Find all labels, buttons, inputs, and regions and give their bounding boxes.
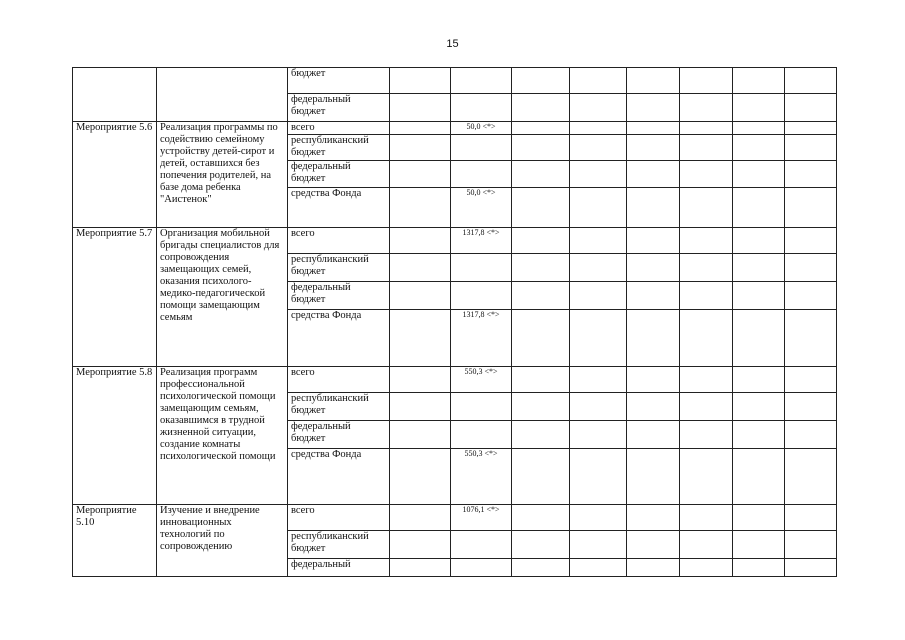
table-cell [785, 94, 837, 122]
table-cell [390, 367, 451, 393]
funding-source-cell: федеральный бюджет [288, 282, 390, 310]
table-cell [390, 228, 451, 254]
measure-desc-cell: Организация мобильной бригады специалистов для сопровождения замещающих семей, оказания психолого-медико-педагогической помощи замещающим семьям [157, 228, 288, 367]
funding-source-cell: средства Фонда [288, 310, 390, 367]
table-row [73, 367, 837, 393]
table-cell [627, 135, 680, 161]
table-row [73, 122, 837, 135]
table-row [73, 68, 837, 94]
table-cell [785, 282, 837, 310]
table-cell [733, 449, 785, 505]
table-cell [570, 161, 627, 188]
table-cell [627, 310, 680, 367]
value-cell [451, 393, 512, 421]
table-cell [680, 135, 733, 161]
table-cell [733, 559, 785, 577]
table-cell [627, 531, 680, 559]
table-cell [680, 161, 733, 188]
measure-desc-cell [157, 68, 288, 122]
table-cell [785, 367, 837, 393]
funding-source-cell: республиканский бюджет [288, 135, 390, 161]
funding-source-cell: федеральный бюджет [288, 94, 390, 122]
table-cell [390, 559, 451, 577]
table-cell [570, 559, 627, 577]
value-cell: 550,3 <*> [451, 367, 512, 393]
table-cell [733, 188, 785, 228]
table-cell [390, 531, 451, 559]
table-cell [785, 505, 837, 531]
table-cell [570, 505, 627, 531]
table-cell [627, 449, 680, 505]
funding-source-cell: республиканский бюджет [288, 531, 390, 559]
funding-source-cell: всего [288, 505, 390, 531]
value-cell: 550,3 <*> [451, 449, 512, 505]
table-cell [785, 68, 837, 94]
table-cell [733, 68, 785, 94]
funding-source-cell: федеральный [288, 559, 390, 577]
table-cell [733, 310, 785, 367]
table-cell [570, 135, 627, 161]
table-cell [627, 228, 680, 254]
funding-source-cell: бюджет [288, 68, 390, 94]
table-cell [733, 531, 785, 559]
table-cell [390, 68, 451, 94]
table-cell [680, 531, 733, 559]
table-cell [627, 421, 680, 449]
table-cell [390, 282, 451, 310]
table-cell [512, 228, 570, 254]
table-cell [570, 122, 627, 135]
table-cell [680, 254, 733, 282]
table-cell [680, 559, 733, 577]
measure-id-cell [73, 68, 157, 122]
table-cell [512, 282, 570, 310]
table-cell [680, 228, 733, 254]
funding-source-cell: федеральный бюджет [288, 161, 390, 188]
table-cell [627, 559, 680, 577]
value-cell [451, 254, 512, 282]
funding-source-cell: всего [288, 122, 390, 135]
table-cell [785, 421, 837, 449]
table-cell [390, 505, 451, 531]
table-cell [512, 367, 570, 393]
measure-id-cell: Мероприятие 5.7 [73, 228, 157, 367]
table-cell [733, 421, 785, 449]
funding-source-cell: федеральный бюджет [288, 421, 390, 449]
table-cell [733, 94, 785, 122]
budget-table [72, 67, 837, 577]
table-cell [512, 559, 570, 577]
table-cell [570, 367, 627, 393]
table-row [73, 505, 837, 531]
table-cell [627, 68, 680, 94]
page-number: 15 [446, 38, 459, 50]
table-cell [390, 161, 451, 188]
table-cell [785, 393, 837, 421]
measure-id-cell: Мероприятие 5.8 [73, 367, 157, 505]
value-cell [451, 282, 512, 310]
table-cell [680, 505, 733, 531]
table-cell [512, 531, 570, 559]
table-cell [512, 135, 570, 161]
table-cell [390, 393, 451, 421]
table-cell [733, 367, 785, 393]
measure-desc-cell: Изучение и внедрение инновационных технологий по сопровождению [157, 505, 288, 577]
table-cell [785, 122, 837, 135]
value-cell: 1317,8 <*> [451, 228, 512, 254]
table-row [73, 228, 837, 254]
table-cell [785, 188, 837, 228]
funding-source-cell: республиканский бюджет [288, 393, 390, 421]
table-cell [680, 421, 733, 449]
table-cell [733, 505, 785, 531]
table-cell [570, 393, 627, 421]
table-cell [627, 393, 680, 421]
table-cell [512, 94, 570, 122]
table-cell [785, 310, 837, 367]
measure-id-cell: Мероприятие 5.6 [73, 122, 157, 228]
table-cell [627, 94, 680, 122]
table-cell [680, 122, 733, 135]
table-cell [733, 161, 785, 188]
funding-source-cell: средства Фонда [288, 449, 390, 505]
value-cell [451, 559, 512, 577]
table-cell [785, 531, 837, 559]
measure-desc-cell: Реализация программ профессиональной психологической помощи замещающим семьям, оказавшимся в трудной жизненной ситуации, создание комнаты психологической помощи [157, 367, 288, 505]
funding-source-cell: всего [288, 367, 390, 393]
table-cell [680, 188, 733, 228]
table-cell [570, 188, 627, 228]
table-cell [512, 393, 570, 421]
table-cell [785, 135, 837, 161]
table-cell [733, 135, 785, 161]
value-cell [451, 421, 512, 449]
table-cell [570, 531, 627, 559]
table-cell [627, 161, 680, 188]
table-cell [733, 122, 785, 135]
value-cell [451, 135, 512, 161]
table-cell [680, 94, 733, 122]
measure-desc-cell: Реализация программы по содействию семейному устройству детей-сирот и детей, оставшихся без попечения родителей, на базе дома ребенка "Аистенок" [157, 122, 288, 228]
table-cell [570, 449, 627, 505]
table-cell [390, 94, 451, 122]
table-cell [451, 94, 512, 122]
table-cell [570, 282, 627, 310]
table-cell [680, 449, 733, 505]
table-cell [680, 68, 733, 94]
table-cell [512, 421, 570, 449]
table-cell [512, 505, 570, 531]
table-cell [512, 449, 570, 505]
measure-id-cell: Мероприятие 5.10 [73, 505, 157, 577]
table-cell [627, 188, 680, 228]
table-cell [785, 161, 837, 188]
table-cell [627, 254, 680, 282]
table-cell [733, 254, 785, 282]
table-cell [570, 310, 627, 367]
table-cell [680, 393, 733, 421]
table-cell [512, 68, 570, 94]
funding-source-cell: средства Фонда [288, 188, 390, 228]
table-cell [390, 254, 451, 282]
table-cell [627, 505, 680, 531]
table-cell [512, 254, 570, 282]
value-cell: 50,0 <*> [451, 188, 512, 228]
table-cell [785, 254, 837, 282]
value-cell [451, 531, 512, 559]
table-cell [390, 449, 451, 505]
table-cell [570, 94, 627, 122]
table-cell [680, 310, 733, 367]
table-cell [570, 228, 627, 254]
table-cell [733, 282, 785, 310]
table-cell [733, 228, 785, 254]
funding-source-cell: всего [288, 228, 390, 254]
table-cell [512, 161, 570, 188]
table-cell [512, 122, 570, 135]
table-cell [570, 421, 627, 449]
value-cell: 1317,8 <*> [451, 310, 512, 367]
table-cell [785, 559, 837, 577]
table-cell [390, 122, 451, 135]
table-cell [570, 254, 627, 282]
table-cell [390, 310, 451, 367]
table-cell [390, 135, 451, 161]
table-cell [785, 449, 837, 505]
value-cell [451, 161, 512, 188]
table-cell [733, 393, 785, 421]
table-cell [680, 367, 733, 393]
table-cell [512, 310, 570, 367]
value-cell: 1076,1 <*> [451, 505, 512, 531]
table-cell [785, 228, 837, 254]
table-cell [570, 68, 627, 94]
table-cell [390, 421, 451, 449]
table-cell [627, 282, 680, 310]
value-cell: 50,0 <*> [451, 122, 512, 135]
funding-source-cell: республиканский бюджет [288, 254, 390, 282]
table-cell [390, 188, 451, 228]
table-cell [627, 367, 680, 393]
table-cell [512, 188, 570, 228]
table-cell [680, 282, 733, 310]
table-cell [451, 68, 512, 94]
table-cell [627, 122, 680, 135]
